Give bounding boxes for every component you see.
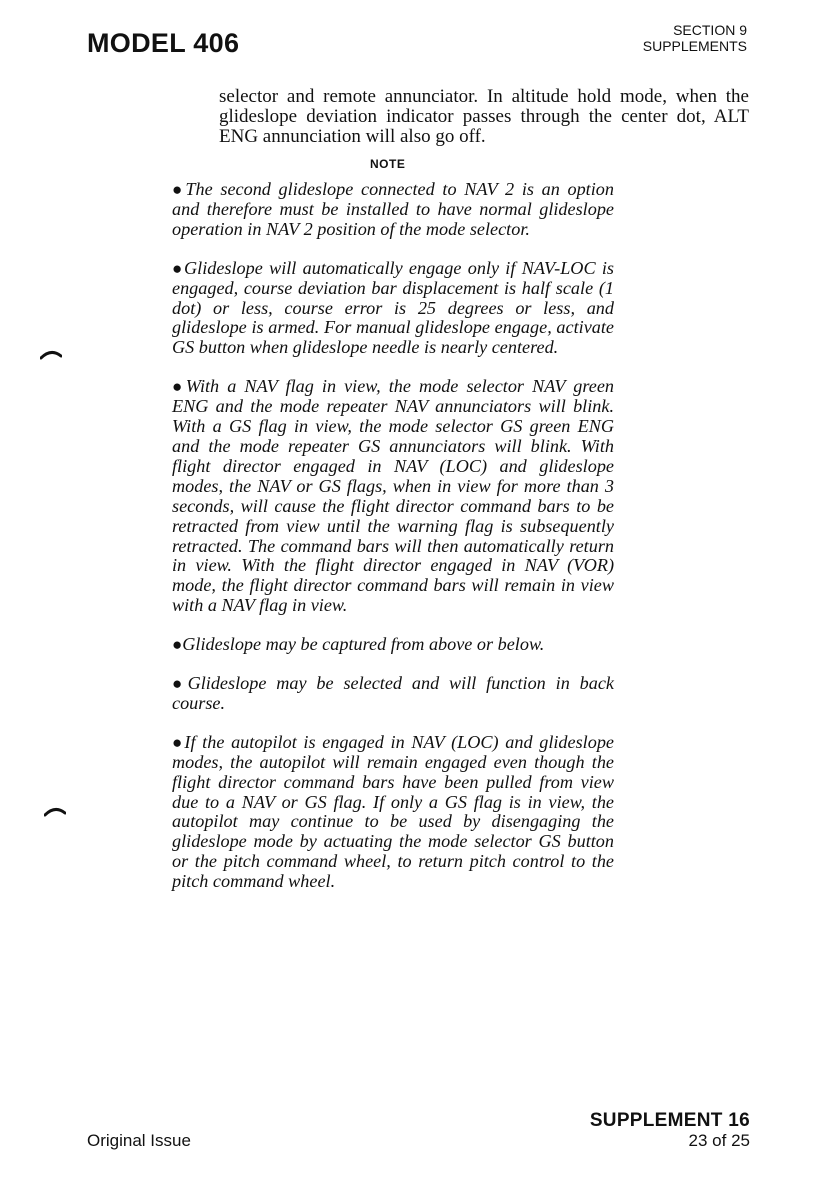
note-text: Glideslope may be captured from above or below. <box>182 634 545 655</box>
section-number: SECTION 9 <box>673 22 747 38</box>
section-title: SUPPLEMENTS <box>642 38 747 54</box>
issue-label: Original Issue <box>87 1131 191 1150</box>
supplement-label: SUPPLEMENT 16 <box>589 1110 750 1131</box>
note-text: With a NAV flag in view, the mode selector NAV green ENG and the mode repeater NAV annunciators will blink. With a GS flag in view, the mode selector GS green ENG and the mode repeater GS annunciators will blink. With flight director engaged in NAV (LOC) and glideslope modes, the NAV or GS flags, when in view for more than 3 seconds, will cause the flight director command bars to be retracted from view until the warning flag is subsequently retracted. The command bars will then automatically return in view. With the flight director engaged in NAV (VOR) mode, the flight director command bars will remain in view with a NAV flag in view. <box>172 376 614 616</box>
note-text: If the autopilot is engaged in NAV (LOC) and glideslope modes, the autopilot will remain engaged even though the flight director command bars have been pulled from view due to a NAV or GS flag. If only a GS flag is in view, the autopilot may continue to be used by disengaging the glideslope mode by actuating the mode selector GS button or the pitch command wheel, to return pitch control to the pitch command wheel. <box>172 731 614 892</box>
note-text: Glideslope may be selected and will function in back course. <box>172 673 614 713</box>
page-footer <box>590 1110 750 1151</box>
bullet-icon: ● <box>172 674 188 694</box>
bullet-icon: ● <box>172 635 183 655</box>
note-text: Glideslope will automatically engage only if NAV-LOC is engaged, course deviation bar displacement is half scale (1 dot) or less, course error is 25 degrees or less, and glideslope is armed. For manual glideslope engage, activate GS button when glideslope needle is nearly centered. <box>172 257 614 358</box>
note-heading: NOTE <box>370 157 406 171</box>
note-item <box>172 733 614 892</box>
revision-mark-icon <box>44 805 66 817</box>
note-item <box>172 635 614 655</box>
note-item <box>172 674 614 714</box>
bullet-icon: ● <box>172 258 184 278</box>
note-item <box>172 259 614 359</box>
bullet-icon: ● <box>172 180 186 199</box>
revision-mark-icon <box>40 348 62 360</box>
note-item <box>172 180 614 240</box>
model-title: MODEL 406 <box>87 28 240 58</box>
note-list <box>172 180 614 911</box>
page-number: 23 of 25 <box>688 1131 750 1150</box>
note-text: The second glideslope connected to NAV 2 is an option and therefore must be installed to have normal glideslope operation in NAV 2 position of the mode selector. <box>172 179 614 239</box>
bullet-icon: ● <box>172 377 186 397</box>
note-item <box>172 377 614 616</box>
bullet-icon: ● <box>172 732 185 752</box>
section-header <box>643 22 747 54</box>
intro-paragraph: selector and remote annunciator. In altitude hold mode, when the glideslope deviation indicator passes through the center dot, ALT ENG annunciation will also go off. <box>219 86 749 147</box>
